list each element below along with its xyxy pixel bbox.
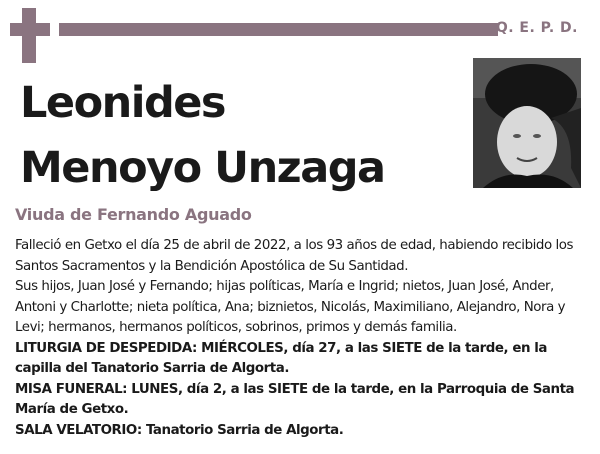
- qepd-label: Q. E. P. D.: [495, 20, 578, 36]
- farewell-liturgy-paragraph: LITURGIA DE DESPEDIDA: MIÉRCOLES, día 27, a las SIETE de la tarde, en la capilla del Tanatorio Sarria de Algorta.: [15, 340, 548, 376]
- header-rule: [59, 23, 498, 36]
- wake-room-paragraph: SALA VELATORIO: Tanatorio Sarria de Algorta.: [15, 422, 344, 438]
- cross-horizontal-bar: [10, 23, 50, 36]
- funeral-mass-paragraph: MISA FUNERAL: LUNES, día 2, a las SIETE de la tarde, en la Parroquia de Santa María de Getxo.: [15, 381, 575, 417]
- portrait-illustration: [473, 58, 581, 188]
- deceased-first-name: Leonides: [20, 78, 225, 128]
- cross-icon: [10, 8, 50, 63]
- widow-of-subtitle: Viuda de Fernando Aguado: [15, 205, 252, 224]
- family-paragraph: Sus hijos, Juan José y Fernando; hijas políticas, María e Ingrid; nietos, Juan José, Ander, Antoni y Charlotte; nieta política, Ana; biznietos, Nicolás, Maximiliano, Alejandro, Nora y Levi; hermanos, hermanos políticos, sobrinos, primos y demás familia.: [15, 279, 566, 335]
- portrait-photo: [473, 58, 581, 188]
- death-notice-paragraph: Falleció en Getxo el día 25 de abril de 2022, a los 93 años de edad, habiendo recibido los Santos Sacramentos y la Bendición Apostólica de Su Santidad.: [15, 238, 574, 274]
- deceased-surnames: Menoyo Unzaga: [20, 143, 385, 193]
- obituary-body: [15, 236, 587, 441]
